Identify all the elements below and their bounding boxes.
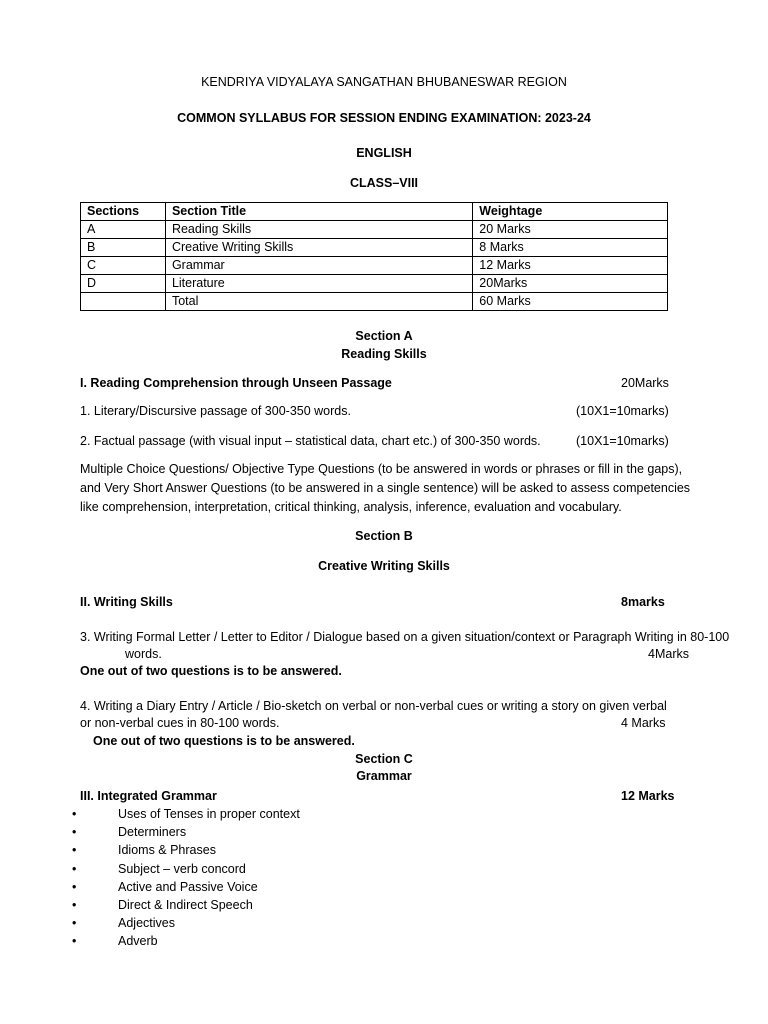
org-name: KENDRIYA VIDYALAYA SANGATHAN BHUBANESWAR REGION: [201, 75, 567, 89]
reading-item-marks: 20Marks: [621, 376, 669, 390]
bullet-icon: •: [72, 916, 77, 931]
table-cell: 20 Marks: [473, 221, 668, 239]
list-item: [72, 841, 300, 859]
list-item: [72, 932, 300, 950]
section-a-heading: Section A: [355, 329, 413, 343]
table-header-row: [81, 203, 668, 221]
question-3-marks: 4Marks: [648, 647, 689, 661]
list-item-text: Active and Passive Voice: [118, 879, 258, 894]
section-b-heading: Section B: [355, 529, 413, 543]
list-item-text: Determiners: [118, 825, 187, 840]
question-1: 1. Literary/Discursive passage of 300-350 words.: [80, 404, 351, 418]
table-header-cell: Sections: [81, 203, 166, 221]
list-item-text: Uses of Tenses in proper context: [118, 807, 300, 821]
list-item: [72, 878, 300, 896]
question-2: 2. Factual passage (with visual input – statistical data, chart etc.) of 300-350 words.: [80, 434, 541, 448]
table-cell: Grammar: [165, 257, 472, 275]
writing-item-marks: 8marks: [621, 595, 665, 609]
question-2-marks: (10X1=10marks): [576, 434, 669, 448]
table-cell: 12 Marks: [473, 257, 668, 275]
list-item: [72, 860, 300, 878]
table-row: [81, 293, 668, 311]
table-cell: 8 Marks: [473, 239, 668, 257]
table-cell: B: [81, 239, 166, 257]
section-a-para-line: Multiple Choice Questions/ Objective Type Questions (to be answered in words or phrases or fill in the gaps),: [80, 462, 683, 476]
grammar-item-title: III. Integrated Grammar: [80, 789, 217, 803]
section-c-subheading: Grammar: [356, 769, 412, 783]
table-cell: 60 Marks: [473, 293, 668, 311]
bullet-icon: •: [72, 807, 77, 821]
question-4-line: or non-verbal cues in 80-100 words.: [80, 716, 280, 730]
question-4-note: One out of two questions is to be answered.: [93, 734, 355, 748]
table-cell: Total: [165, 293, 472, 311]
section-a-subheading: Reading Skills: [341, 347, 427, 361]
list-item: [72, 805, 300, 823]
table-row: [81, 275, 668, 293]
question-4-marks: 4 Marks: [621, 716, 666, 730]
table-cell: 20Marks: [473, 275, 668, 293]
list-item: [72, 914, 300, 932]
table-cell: Literature: [165, 275, 472, 293]
section-a-para-line: like comprehension, interpretation, critical thinking, analysis, inference, evaluation and vocabulary.: [80, 500, 622, 514]
list-item-text: Direct & Indirect Speech: [118, 897, 253, 912]
subject-heading: ENGLISH: [356, 146, 412, 160]
bullet-icon: •: [72, 843, 77, 858]
class-heading: CLASS–VIII: [349, 176, 419, 190]
bullet-icon: •: [72, 897, 77, 912]
table-cell: [81, 293, 166, 311]
table-row: [81, 221, 668, 239]
table-cell: Creative Writing Skills: [165, 239, 472, 257]
writing-item-title: II. Writing Skills: [80, 595, 173, 609]
document-title: COMMON SYLLABUS FOR SESSION ENDING EXAMINATION: 2023-24: [177, 111, 591, 125]
table-row: [81, 257, 668, 275]
bullet-icon: •: [72, 934, 77, 949]
table-cell: A: [81, 221, 166, 239]
list-item: [72, 823, 300, 841]
table-cell: D: [81, 275, 166, 293]
reading-item-title: I. Reading Comprehension through Unseen Passage: [80, 376, 392, 390]
list-item-text: Subject – verb concord: [118, 861, 246, 876]
list-item: [72, 896, 300, 914]
bullet-icon: •: [72, 879, 77, 894]
weightage-table: [80, 202, 668, 311]
question-3-line: 3. Writing Formal Letter / Letter to Editor / Dialogue based on a given situation/context or Paragraph Writing in 80-100: [80, 630, 730, 644]
question-3-note: One out of two questions is to be answered.: [80, 664, 342, 678]
question-3-line: words.: [125, 647, 162, 661]
bullet-icon: •: [72, 825, 77, 840]
table-cell: Reading Skills: [165, 221, 472, 239]
bullet-icon: •: [72, 861, 77, 876]
table-cell: C: [81, 257, 166, 275]
list-item-text: Adverb: [118, 934, 158, 949]
grammar-topic-list: [72, 805, 300, 951]
table-header-cell: Weightage: [473, 203, 668, 221]
grammar-item-marks: 12 Marks: [621, 789, 675, 803]
table-header-cell: Section Title: [165, 203, 472, 221]
section-a-para-line: and Very Short Answer Questions (to be answered in a single sentence) will be asked to assess competencies: [80, 481, 691, 495]
list-item-text: Idioms & Phrases: [118, 843, 216, 858]
section-c-heading: Section C: [355, 752, 413, 766]
table-row: [81, 239, 668, 257]
section-b-subheading: Creative Writing Skills: [318, 559, 450, 573]
question-1-marks: (10X1=10marks): [576, 404, 669, 418]
list-item-text: Adjectives: [118, 916, 175, 931]
question-4-line: 4. Writing a Diary Entry / Article / Bio-sketch on verbal or non-verbal cues or writing a story on given verbal: [80, 699, 667, 713]
